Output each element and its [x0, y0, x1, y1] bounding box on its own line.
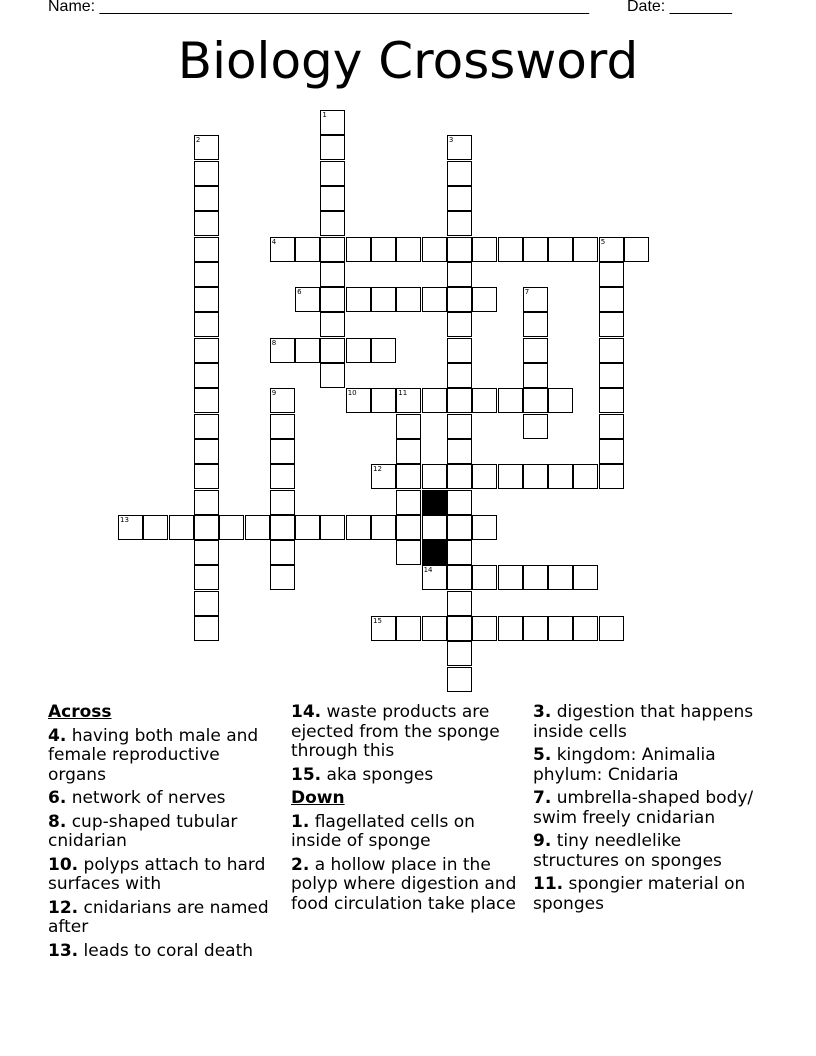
crossword-cell[interactable]: [447, 667, 472, 692]
crossword-cell[interactable]: [422, 287, 447, 312]
crossword-cell[interactable]: [346, 515, 371, 540]
crossword-cell[interactable]: [599, 464, 624, 489]
crossword-cell[interactable]: [371, 338, 396, 363]
crossword-cell[interactable]: [194, 464, 219, 489]
across-clue: 6. network of nerves: [48, 788, 226, 808]
clue-column-3: [533, 703, 765, 918]
crossword-cell[interactable]: [320, 515, 345, 540]
crossword-cell[interactable]: [523, 616, 548, 641]
down-clue: 3. digestion that happens inside cells: [533, 702, 754, 742]
crossword-cell[interactable]: [447, 211, 472, 236]
crossword-cell[interactable]: [548, 464, 573, 489]
crossword-cell[interactable]: [599, 388, 624, 413]
crossword-cell[interactable]: [295, 338, 320, 363]
across-clue: 12. cnidarians are named after: [48, 897, 269, 937]
crossword-cell[interactable]: [346, 287, 371, 312]
crossword-cell[interactable]: [396, 616, 421, 641]
crossword-cell[interactable]: [422, 388, 447, 413]
crossword-cell[interactable]: [194, 211, 219, 236]
black-square: [422, 490, 447, 515]
crossword-cell[interactable]: [447, 490, 472, 515]
crossword-cell[interactable]: [194, 540, 219, 565]
crossword-cell[interactable]: [599, 338, 624, 363]
crossword-cell[interactable]: [498, 388, 523, 413]
crossword-cell[interactable]: [447, 439, 472, 464]
crossword-cell[interactable]: [194, 591, 219, 616]
crossword-cell[interactable]: [371, 287, 396, 312]
clue-number-label: 10: [347, 389, 357, 398]
crossword-cell[interactable]: [447, 515, 472, 540]
crossword-cell[interactable]: [472, 616, 497, 641]
clue-number-label: 4: [271, 237, 277, 246]
crossword-cell[interactable]: [396, 414, 421, 439]
crossword-cell[interactable]: [548, 616, 573, 641]
crossword-cell[interactable]: [523, 312, 548, 337]
crossword-cell[interactable]: [422, 464, 447, 489]
crossword-cell[interactable]: [599, 363, 624, 388]
across-heading: Across: [48, 702, 112, 722]
crossword-cell[interactable]: [447, 540, 472, 565]
clue-number-label: 2: [195, 136, 201, 145]
crossword-cell[interactable]: [194, 237, 219, 262]
crossword-cell[interactable]: [599, 262, 624, 287]
crossword-cell[interactable]: [472, 237, 497, 262]
crossword-cell[interactable]: [573, 237, 598, 262]
crossword-cell[interactable]: [548, 388, 573, 413]
down-clue: 9. tiny needlelike structures on sponges: [533, 831, 722, 871]
date-field-label: Date: _______: [627, 0, 732, 15]
down-clue: 2. a hollow place in the polyp where digestion and food circulation take place: [291, 854, 517, 914]
crossword-cell[interactable]: [599, 414, 624, 439]
crossword-cell[interactable]: [599, 439, 624, 464]
crossword-cell[interactable]: [447, 414, 472, 439]
crossword-cell[interactable]: [523, 338, 548, 363]
crossword-cell[interactable]: [523, 237, 548, 262]
crossword-cell[interactable]: [472, 287, 497, 312]
crossword-cell[interactable]: [245, 515, 270, 540]
across-clue: 13. leads to coral death: [48, 940, 254, 961]
crossword-cell[interactable]: [194, 565, 219, 590]
crossword-cell[interactable]: [371, 237, 396, 262]
crossword-cell[interactable]: [396, 515, 421, 540]
crossword-cell[interactable]: [270, 414, 295, 439]
crossword-cell[interactable]: [447, 565, 472, 590]
crossword-cell[interactable]: [599, 616, 624, 641]
clue-number-label: 13: [120, 515, 129, 524]
crossword-cell[interactable]: [194, 616, 219, 641]
clue-column-2: [291, 703, 523, 918]
crossword-cell[interactable]: [194, 414, 219, 439]
crossword-cell[interactable]: [523, 388, 548, 413]
crossword-cell[interactable]: [447, 186, 472, 211]
crossword-cell[interactable]: [472, 464, 497, 489]
down-clue: 5. kingdom: Animalia phylum: Cnidaria: [533, 745, 716, 785]
crossword-cell[interactable]: [194, 363, 219, 388]
down-clue: 11. spongier material on sponges: [533, 874, 746, 914]
crossword-cell[interactable]: [447, 161, 472, 186]
crossword-cell[interactable]: [523, 565, 548, 590]
clue-number-label: 1: [322, 111, 327, 119]
crossword-cell[interactable]: [320, 135, 345, 160]
crossword-cell[interactable]: [320, 237, 345, 262]
clue-number-label: 11: [398, 389, 408, 398]
crossword-cell[interactable]: [548, 565, 573, 590]
clue-number-label: 12: [373, 465, 382, 474]
crossword-cell[interactable]: [498, 565, 523, 590]
crossword-cell[interactable]: [472, 388, 497, 413]
crossword-cell[interactable]: [194, 287, 219, 312]
crossword-cell[interactable]: [295, 515, 320, 540]
crossword-cell[interactable]: [573, 464, 598, 489]
crossword-cell[interactable]: [548, 237, 573, 262]
crossword-cell[interactable]: [523, 363, 548, 388]
crossword-cell[interactable]: [472, 515, 497, 540]
crossword-cell[interactable]: [447, 388, 472, 413]
crossword-cell[interactable]: [270, 565, 295, 590]
crossword-cell[interactable]: [194, 490, 219, 515]
name-field-label: Name: _______________________________________________________: [48, 0, 589, 15]
crossword-cell[interactable]: [194, 186, 219, 211]
crossword-cell[interactable]: [422, 237, 447, 262]
crossword-cell[interactable]: [599, 287, 624, 312]
crossword-cell[interactable]: [447, 262, 472, 287]
across-clue: 4. having both male and female reproductive organs: [48, 725, 259, 785]
crossword-cell[interactable]: [194, 388, 219, 413]
down-heading: Down: [291, 788, 345, 808]
crossword-cell[interactable]: [447, 287, 472, 312]
crossword-cell[interactable]: [523, 414, 548, 439]
crossword-cell[interactable]: [270, 490, 295, 515]
across-clue: 10. polyps attach to hard surfaces with: [48, 854, 266, 894]
clue-number-label: 5: [600, 237, 606, 246]
page-title: Biology Crossword: [177, 32, 639, 90]
crossword-cell[interactable]: [219, 515, 244, 540]
crossword-cell[interactable]: [422, 616, 447, 641]
crossword-cell[interactable]: [320, 161, 345, 186]
crossword-cell[interactable]: [396, 439, 421, 464]
crossword-cell[interactable]: [270, 515, 295, 540]
crossword-cell[interactable]: [523, 464, 548, 489]
clue-number-label: 3: [448, 136, 454, 145]
across-clue: 8. cup-shaped tubular cnidarian: [48, 811, 238, 851]
crossword-cell[interactable]: [447, 237, 472, 262]
crossword-cell[interactable]: [194, 515, 219, 540]
across-clue: 15. aka sponges: [291, 764, 434, 785]
clue-number-label: 8: [271, 338, 277, 347]
crossword-cell[interactable]: [447, 464, 472, 489]
clue-column-1: [48, 703, 274, 965]
crossword-cell[interactable]: [396, 287, 421, 312]
crossword-cell[interactable]: [320, 363, 345, 388]
crossword-cell[interactable]: [346, 237, 371, 262]
crossword-cell[interactable]: [447, 312, 472, 337]
clue-number-label: 9: [271, 389, 277, 398]
crossword-cell[interactable]: [194, 312, 219, 337]
crossword-cell[interactable]: [169, 515, 194, 540]
crossword-cell[interactable]: [270, 464, 295, 489]
crossword-cell[interactable]: [447, 363, 472, 388]
crossword-cell[interactable]: [573, 565, 598, 590]
crossword-cell[interactable]: [573, 616, 598, 641]
clue-number-label: 6: [297, 288, 302, 297]
crossword-cell[interactable]: [599, 312, 624, 337]
crossword-cell[interactable]: [320, 262, 345, 287]
crossword-cell[interactable]: [498, 464, 523, 489]
crossword-cell[interactable]: [498, 616, 523, 641]
crossword-cell[interactable]: [320, 338, 345, 363]
crossword-cell[interactable]: [396, 490, 421, 515]
crossword-cell[interactable]: [396, 237, 421, 262]
crossword-cell[interactable]: [447, 338, 472, 363]
down-clue: 1. flagellated cells on inside of sponge: [291, 811, 475, 851]
crossword-cell[interactable]: [194, 161, 219, 186]
clue-number-label: 14: [423, 566, 433, 575]
crossword-cell[interactable]: [346, 338, 371, 363]
crossword-cell[interactable]: [447, 641, 472, 666]
crossword-cell[interactable]: [320, 287, 345, 312]
clue-number-label: 7: [524, 288, 530, 297]
crossword-cell[interactable]: [320, 312, 345, 337]
crossword-cell[interactable]: [270, 439, 295, 464]
across-clue: 14. waste products are ejected from the sponge through this: [291, 702, 500, 761]
crossword-cell[interactable]: [472, 565, 497, 590]
crossword-cell[interactable]: [270, 540, 295, 565]
crossword-cell[interactable]: [447, 616, 472, 641]
clue-number-label: 15: [373, 617, 382, 625]
crossword-cell[interactable]: [371, 388, 396, 413]
black-square: [422, 540, 447, 565]
crossword-cell[interactable]: [295, 237, 320, 262]
crossword-cell[interactable]: [396, 464, 421, 489]
crossword-cell[interactable]: [498, 237, 523, 262]
crossword-cell[interactable]: [447, 591, 472, 616]
crossword-cell[interactable]: [624, 237, 649, 262]
crossword-cell[interactable]: [194, 439, 219, 464]
crossword-cell[interactable]: [320, 211, 345, 236]
down-clue: 7. umbrella-shaped body/ swim freely cnidarian: [533, 788, 754, 828]
crossword-cell[interactable]: [396, 540, 421, 565]
crossword-cell[interactable]: [320, 186, 345, 211]
crossword-cell[interactable]: [422, 515, 447, 540]
crossword-cell[interactable]: [371, 515, 396, 540]
crossword-cell[interactable]: [143, 515, 168, 540]
crossword-cell[interactable]: [194, 338, 219, 363]
crossword-cell[interactable]: [194, 262, 219, 287]
